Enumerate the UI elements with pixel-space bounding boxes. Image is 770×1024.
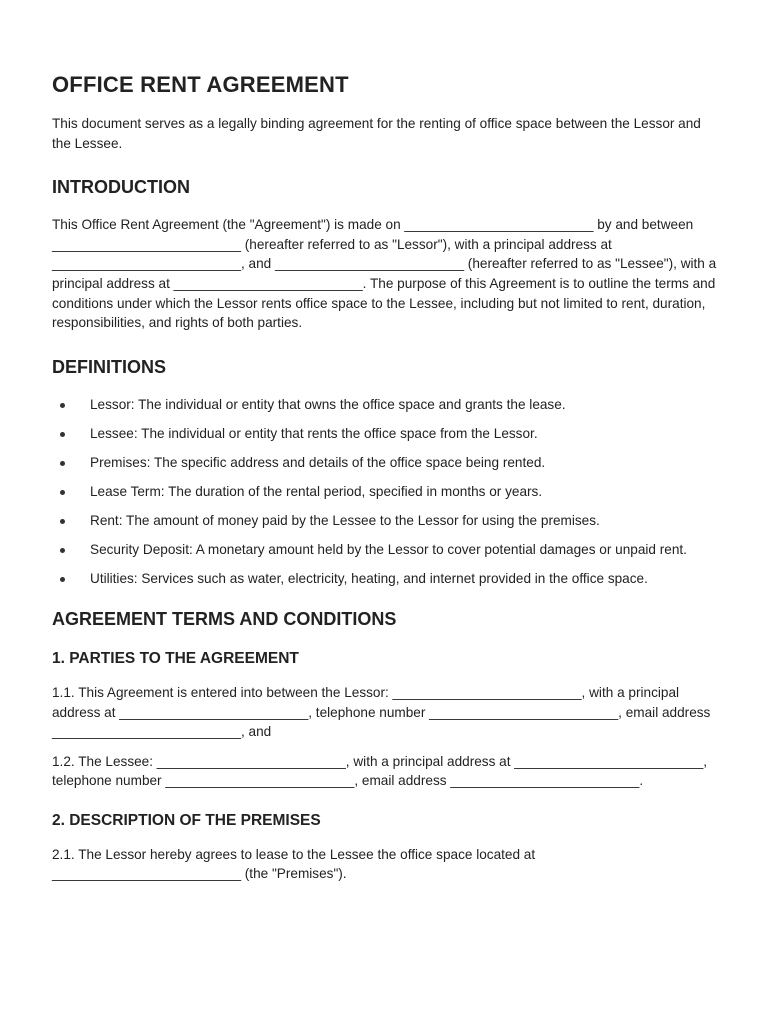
definition-item	[52, 453, 722, 473]
definition-text: Premises: The specific address and details of the office space being rented.	[90, 454, 546, 470]
terms-heading: AGREEMENT TERMS AND CONDITIONS	[52, 608, 397, 629]
parties-heading: 1. PARTIES TO THE AGREEMENT	[52, 649, 299, 667]
clause-1-2: 1.2. The Lessee: _________________________, with a principal address at _________________________, telephone number _________________________, email address _________________________.	[52, 753, 708, 789]
definitions-heading: DEFINITIONS	[52, 356, 167, 377]
terms-section	[52, 608, 722, 884]
definitions-list	[52, 395, 722, 589]
introduction-heading: INTRODUCTION	[52, 177, 190, 198]
definition-text: Utilities: Services such as water, electricity, heating, and internet provided in the office space.	[90, 571, 648, 587]
definition-item	[52, 511, 722, 531]
premises-heading: 2. DESCRIPTION OF THE PREMISES	[52, 811, 321, 829]
bullet-icon	[60, 403, 65, 408]
document-title: OFFICE RENT AGREEMENT	[52, 72, 349, 97]
definition-text: Lease Term: The duration of the rental period, specified in months or years.	[90, 484, 543, 500]
premises-subsection	[52, 811, 722, 884]
bullet-icon	[60, 519, 65, 524]
bullet-icon	[60, 461, 65, 466]
definition-text: Security Deposit: A monetary amount held by the Lessor to cover potential damages or unpaid rent.	[90, 542, 687, 558]
bullet-icon	[60, 432, 65, 437]
definition-item	[52, 482, 722, 502]
clause-1-1: 1.1. This Agreement is entered into between the Lessor: _________________________, with a principal address at _________________________, telephone number _________________________, email address _________________________, and	[52, 684, 711, 740]
introduction-section	[52, 176, 722, 333]
definition-text: Lessor: The individual or entity that owns the office space and grants the lease.	[90, 396, 566, 412]
definition-item	[52, 540, 722, 560]
definition-text: Rent: The amount of money paid by the Lessee to the Lessor for using the premises.	[90, 513, 600, 529]
definition-item	[52, 424, 722, 444]
bullet-icon	[60, 490, 65, 495]
definition-text: Lessee: The individual or entity that rents the office space from the Lessor.	[90, 425, 538, 441]
document-page	[52, 72, 722, 904]
definition-item	[52, 395, 722, 415]
bullet-icon	[60, 548, 65, 553]
bullet-icon	[60, 577, 65, 582]
document-intro: This document serves as a legally binding agreement for the renting of office space between the Lessor and the Lessee.	[52, 116, 701, 151]
definitions-section	[52, 356, 722, 589]
clause-2-1: 2.1. The Lessor hereby agrees to lease to the Lessee the office space located at _________________________ (the "Premises").	[52, 846, 536, 882]
definition-item	[52, 569, 722, 589]
parties-subsection	[52, 649, 722, 791]
introduction-text: This Office Rent Agreement (the "Agreement") is made on _________________________ by and between _________________________ (hereafter referred to as "Lessor"), with a principal address at _________________________, and _________________________ (hereafter referred to as "Lessee"), with a principal address at _________________________. The purpose of this Agreement is to outline the terms and conditions under which the Lessor rents office space to the Lessee, including but not limited to rent, duration, responsibilities, and rights of both parties.	[52, 217, 717, 331]
